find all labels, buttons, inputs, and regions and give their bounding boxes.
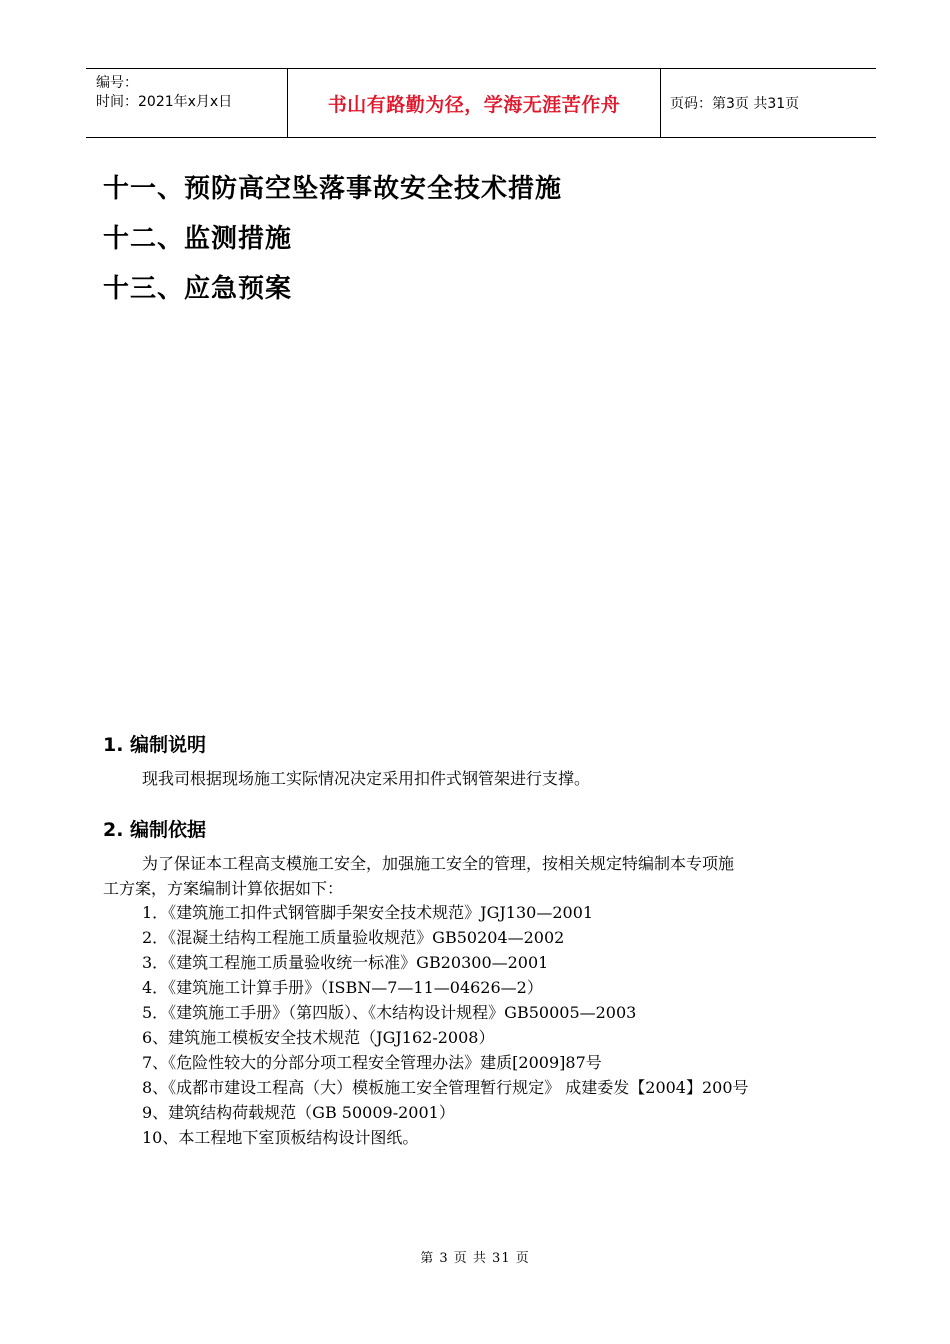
reference-list — [142, 900, 749, 1150]
reference-item: 7、《危险性较大的分部分项工程安全管理办法》建质[2009]87号 — [142, 1053, 602, 1072]
reference-item: 6、建筑施工模板安全技术规范（JGJ162-2008） — [142, 1028, 495, 1047]
section-text-compilation-notes: 现我司根据现场施工实际情况决定采用扣件式钢管架进行支撑。 — [142, 769, 591, 788]
page-footer: 第 3 页 共 31 页 — [420, 1251, 530, 1266]
header-meta-cell — [86, 69, 288, 137]
heading-emergency-plan: 十三、应急预案 — [103, 274, 293, 304]
header-page-info: 页码：第3页 共31页 — [670, 96, 800, 112]
heading-fall-prevention: 十一、预防高空坠落事故安全技术措施 — [103, 174, 563, 204]
reference-item: 2．《混凝土结构工程施工质量验收规范》GB50204—2002 — [142, 928, 565, 947]
section-title-compilation-basis: 2. 编制依据 — [103, 819, 207, 841]
basis-intro-line2: 工方案，方案编制计算依据如下： — [103, 879, 344, 898]
header-page-cell — [661, 69, 876, 137]
reference-item: 8、《成都市建设工程高（大）模板施工安全管理暂行规定》 成建委发【2004】200号 — [142, 1078, 749, 1097]
motto: 书山有路勤为径，学海无涯苦作舟 — [327, 93, 621, 116]
reference-item: 10、本工程地下室顶板结构设计图纸。 — [142, 1128, 419, 1147]
document-number: 编号： — [96, 75, 138, 91]
reference-item: 1．《建筑施工扣件式钢管脚手架安全技术规范》JGJ130—2001 — [142, 903, 594, 922]
reference-item: 9、建筑结构荷载规范（GB 50009-2001） — [142, 1103, 455, 1122]
document-date: 时间：2021年x月x日 — [96, 94, 233, 110]
reference-item: 5．《建筑施工手册》（第四版）、《木结构设计规程》GB50005—2003 — [142, 1003, 637, 1022]
header-motto-cell — [288, 69, 661, 137]
reference-item: 4．《建筑施工计算手册》（ISBN—7—11—04626—2） — [142, 978, 543, 997]
page-header — [86, 68, 876, 138]
basis-intro-line1: 为了保证本工程高支模施工安全，加强施工安全的管理，按相关规定特编制本专项施 — [142, 854, 735, 873]
section-title-compilation-notes: 1. 编制说明 — [103, 734, 207, 756]
reference-item: 3．《建筑工程施工质量验收统一标准》GB20300—2001 — [142, 953, 549, 972]
heading-monitoring: 十二、监测措施 — [103, 224, 293, 254]
